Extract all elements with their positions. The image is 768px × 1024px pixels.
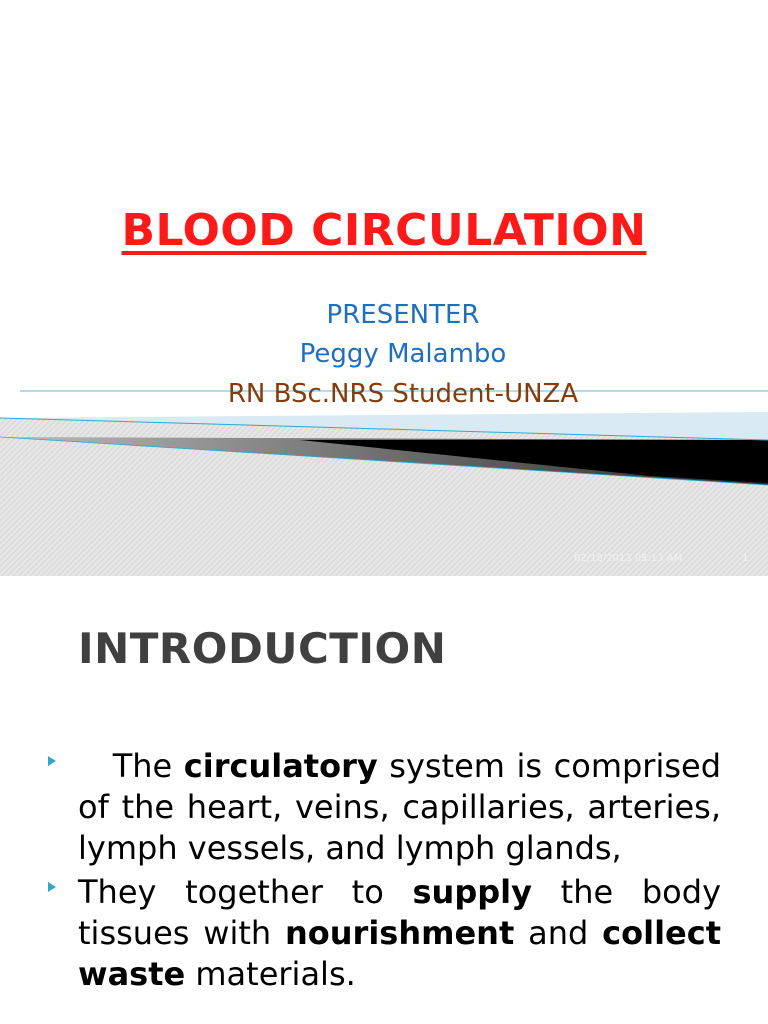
slide-title: BLOOD CIRCULATION xyxy=(121,205,647,256)
bold-term: nourishment xyxy=(285,914,515,952)
presenter-credentials: RN BSc.NRS Student-UNZA xyxy=(227,379,579,409)
bold-term: collect waste xyxy=(78,914,721,993)
presenter-label: PRESENTER xyxy=(326,300,480,330)
footer-date: 02/18/2013 05:13 AM xyxy=(574,553,683,564)
bold-term: supply xyxy=(412,873,532,911)
triangle-arrow-icon xyxy=(48,756,56,766)
bullet-text: The xyxy=(78,747,184,785)
triangle-arrow-icon xyxy=(48,882,56,892)
slide-number: 1 xyxy=(742,553,749,564)
list-item xyxy=(0,872,768,995)
bold-term: circulatory xyxy=(183,747,378,785)
introduction-slide xyxy=(0,576,768,1024)
bullet-text: materials. xyxy=(185,955,356,993)
presenter-name: Peggy Malambo xyxy=(299,339,507,369)
bullet-text: system is comprised of the heart, veins, capillaries, arteries, lymph vessels, and lymph glands, xyxy=(78,747,732,867)
bullet-text: the body tissues with xyxy=(78,873,722,952)
slide-heading: INTRODUCTION xyxy=(78,624,447,673)
bullet-text: They together to xyxy=(78,873,413,911)
list-item xyxy=(0,746,768,869)
bullet-list xyxy=(0,746,768,995)
bullet-text: and xyxy=(514,914,603,952)
